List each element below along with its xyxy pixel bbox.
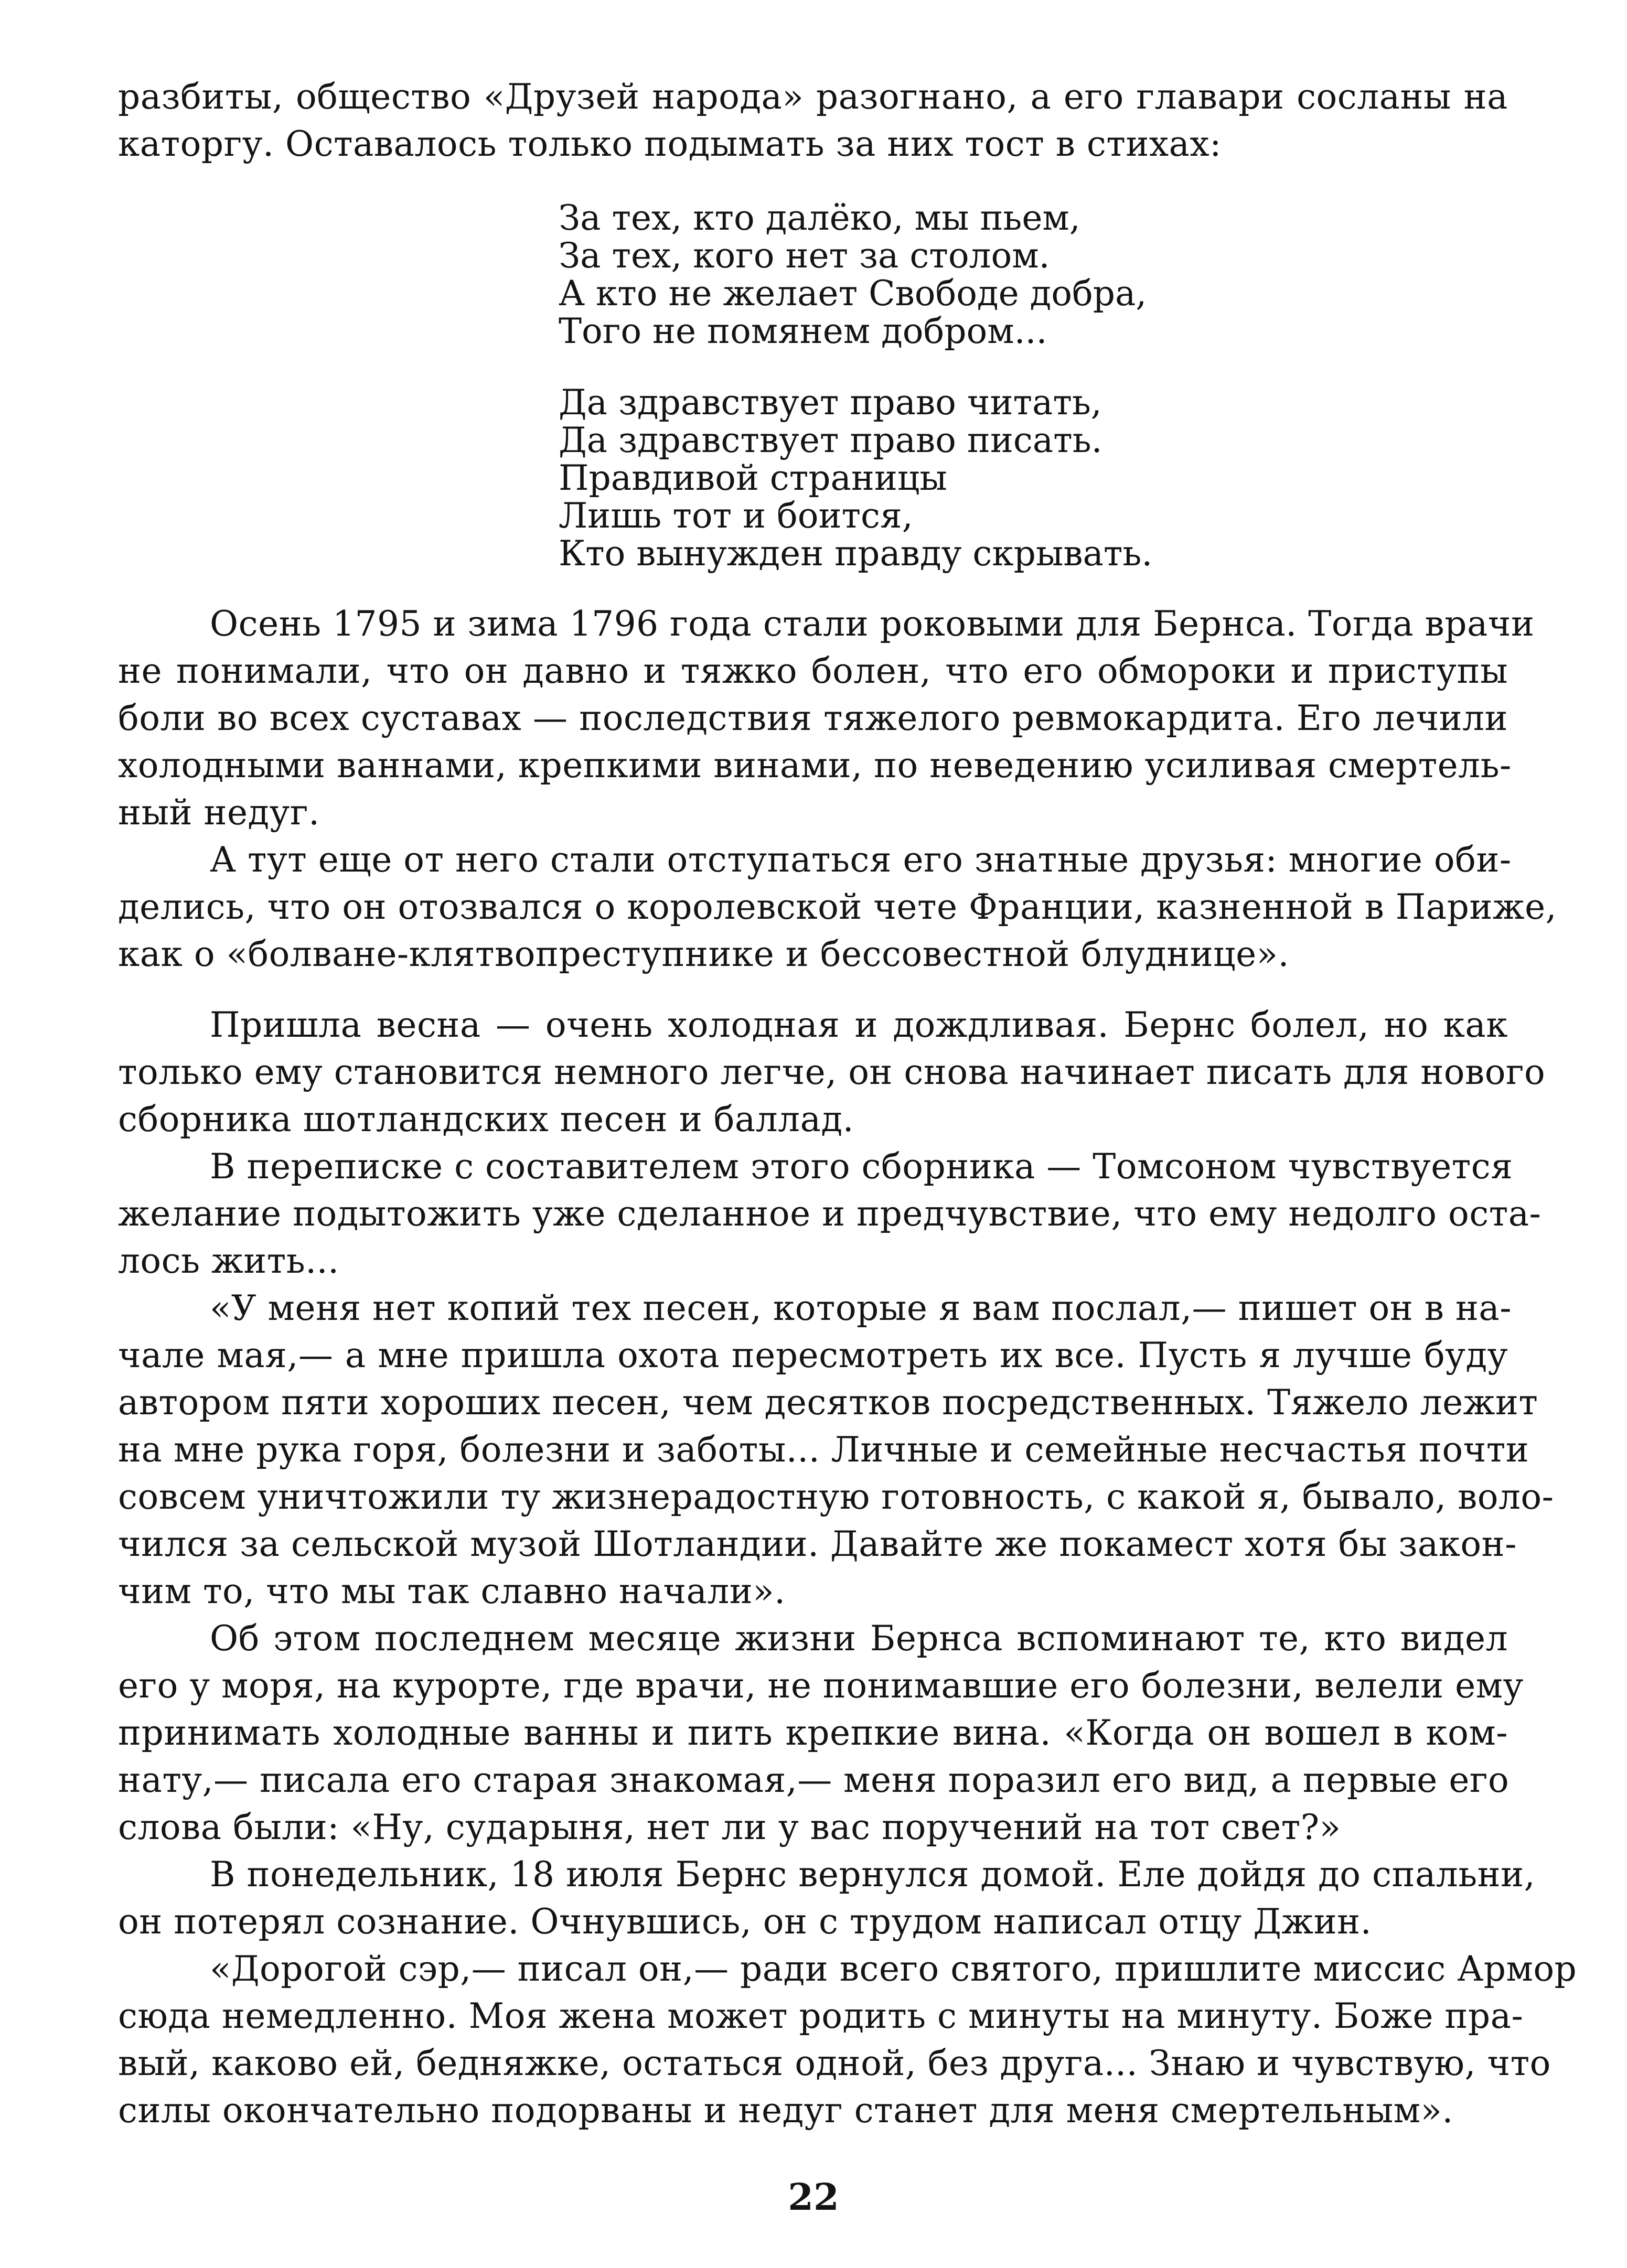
text-line: чале мая,— а мне пришла охота пересмотреть их все. Пусть я лучше буду: [118, 1335, 1508, 1375]
text-line: А тут еще от него стали отступаться его знатные друзья: многие оби-: [210, 840, 1512, 880]
text-line: Об этом последнем месяце жизни Бернса вспоминают те, кто видел: [210, 1618, 1508, 1659]
text-line: Пришла весна — очень холодная и дождливая. Бернс болел, но как: [210, 1005, 1508, 1045]
text-line: ный недуг.: [118, 792, 320, 833]
poem-line: Кто вынужден правду скрывать.: [559, 533, 1153, 574]
poem-line: За тех, кого нет за столом.: [559, 235, 1050, 276]
poem-line: А кто не желает Свободе добра,: [559, 273, 1147, 314]
text-line: каторгу. Оставалось только подымать за них тост в стихах:: [118, 124, 1222, 164]
text-line: на мне рука горя, болезни и заботы... Личные и семейные несчастья почти: [118, 1429, 1529, 1470]
text-line: силы окончательно подорваны и недуг станет для меня смертельным».: [118, 2090, 1453, 2131]
text-line: сюда немедленно. Моя жена может родить с минуты на минуту. Боже пра-: [118, 1996, 1524, 2036]
text-line: В понедельник, 18 июля Бернс вернулся домой. Еле дойдя до спальни,: [210, 1854, 1536, 1895]
text-line: желание подытожить уже сделанное и предчувствие, что ему недолго оста-: [118, 1194, 1542, 1234]
text-line: чился за сельской музой Шотландии. Давайте же покамест хотя бы закон-: [118, 1524, 1517, 1564]
poem-line: Правдивой страницы: [559, 458, 947, 498]
text-line: «У меня нет копий тех песен, которые я вам послал,— пишет он в на-: [210, 1288, 1512, 1328]
text-line: лось жить...: [118, 1241, 339, 1281]
page-number: 22: [788, 2175, 839, 2219]
text-line: автором пяти хороших песен, чем десятков посредственных. Тяжело лежит: [118, 1382, 1538, 1423]
text-line: как о «болване-клятвопреступнике и бессовестной блуднице».: [118, 934, 1290, 974]
text-line: нату,— писала его старая знакомая,— меня поразил его вид, а первые его: [118, 1760, 1510, 1800]
text-line: чим то, что мы так славно начали».: [118, 1571, 786, 1611]
text-line: совсем уничтожили ту жизнерадостную готовность, с какой я, бывало, воло-: [118, 1477, 1554, 1517]
poem-line: Да здравствует право читать,: [559, 382, 1102, 423]
poem-line: Лишь тот и боится,: [559, 496, 913, 536]
text-line: холодными ваннами, крепкими винами, по неведению усиливая смертель-: [118, 745, 1512, 786]
text-line: только ему становится немного легче, он снова начинает писать для нового: [118, 1052, 1546, 1092]
text-line: он потерял сознание. Очнувшись, он с трудом написал отцу Джин.: [118, 1901, 1372, 1942]
text-line: сборника шотландских песен и баллад.: [118, 1099, 854, 1140]
text-line: В переписке с составителем этого сборника — Томсоном чувствуется: [210, 1146, 1513, 1187]
text-line: «Дорогой сэр,— писал он,— ради всего святого, пришлите миссис Армор: [210, 1949, 1577, 1989]
text-line: Осень 1795 и зима 1796 года стали роковыми для Бернса. Тогда врачи: [210, 604, 1535, 644]
poem-line: Да здравствует право писать.: [559, 420, 1102, 460]
text-line: не понимали, что он давно и тяжко болен, что его обмороки и приступы: [118, 651, 1508, 691]
text-line: делись, что он отозвался о королевской чете Франции, казненной в Париже,: [118, 887, 1557, 927]
poem-line: За тех, кто далёко, мы пьем,: [559, 198, 1080, 238]
text-line: принимать холодные ванны и пить крепкие вина. «Когда он вошел в ком-: [118, 1713, 1508, 1753]
text-line: его у моря, на курорте, где врачи, не понимавшие его болезни, велели ему: [118, 1665, 1524, 1706]
text-line: боли во всех суставах — последствия тяжелого ревмокардита. Его лечили: [118, 698, 1508, 738]
text-line: слова были: «Ну, сударыня, нет ли у вас поручений на тот свет?»: [118, 1807, 1341, 1847]
poem-line: Того не помянем добром...: [559, 311, 1047, 351]
text-line: вый, каково ей, бедняжке, остаться одной, без друга... Знаю и чувствую, что: [118, 2043, 1551, 2083]
text-line: разбиты, общество «Друзей народа» разогнано, а его главари сосланы на: [118, 77, 1508, 117]
